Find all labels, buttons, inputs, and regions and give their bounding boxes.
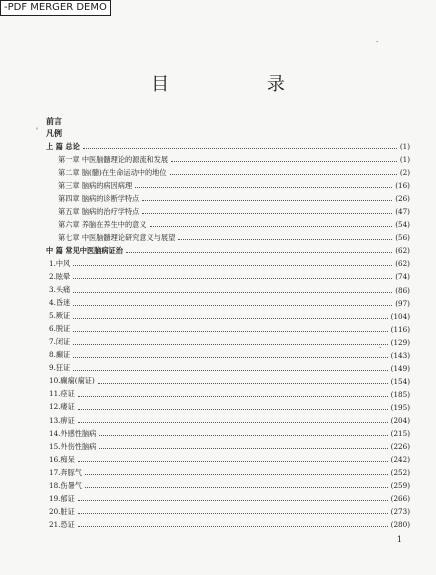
toc-entry-label: 14.外感性脑病 xyxy=(49,428,97,438)
toc-entry-label: 10.癫痫(痫证) xyxy=(49,376,95,386)
toc-entry xyxy=(46,388,410,401)
toc-entry-label: 第一章 中医脑髓理论的源流和发展 xyxy=(58,154,169,164)
toc-entry-page: (215) xyxy=(390,429,410,439)
toc-entry xyxy=(46,505,410,518)
toc-leader-dots xyxy=(78,422,388,423)
toc-entry-label: 11.痉证 xyxy=(49,389,75,399)
toc-entry xyxy=(46,166,410,179)
toc-leader-dots xyxy=(78,409,388,410)
toc-entry xyxy=(46,414,410,427)
toc-entry-page: (26) xyxy=(395,194,410,204)
toc-entry-page: (74) xyxy=(395,272,410,282)
toc-entry-page: (266) xyxy=(390,494,410,504)
toc-leader-dots xyxy=(178,239,392,240)
toc-entry-label: 17.奔豚气 xyxy=(49,467,82,477)
toc-entry xyxy=(46,244,410,257)
toc-entry-page: (62) xyxy=(395,246,410,256)
toc-leader-dots xyxy=(99,448,387,449)
toc-entry xyxy=(46,466,410,479)
toc-entry xyxy=(46,153,410,166)
toc-entry-page: (116) xyxy=(390,324,410,334)
toc-entry xyxy=(46,270,410,283)
toc-entry-label: 4.昏迷 xyxy=(49,298,71,308)
toc-entry-page: (259) xyxy=(390,481,410,491)
toc-entry-page: (104) xyxy=(390,311,410,321)
toc-entry-label: 18.伤暑气 xyxy=(49,480,82,490)
scan-speck: . xyxy=(376,36,379,44)
watermark-label: -PDF MERGER DEMO xyxy=(0,0,111,16)
toc-leader-dots xyxy=(170,174,397,175)
toc-entry-label: 7.闭证 xyxy=(49,337,71,347)
toc-entry xyxy=(46,362,410,375)
toc-leader-dots xyxy=(171,161,397,162)
toc-entry xyxy=(46,427,410,440)
toc-entry xyxy=(46,492,410,505)
scan-speck: ' xyxy=(36,127,38,135)
toc-entry-label: 第六章 养脑在养生中的意义 xyxy=(58,219,147,229)
toc-entry xyxy=(46,310,410,323)
toc-entry xyxy=(46,518,410,531)
toc-entry xyxy=(46,179,410,192)
front-preface: 前言 xyxy=(46,116,62,126)
toc-leader-dots xyxy=(98,383,388,384)
toc-leader-dots xyxy=(142,200,392,201)
toc-entry-page: (252) xyxy=(390,468,410,478)
toc-list xyxy=(46,140,410,531)
toc-entry-page: (185) xyxy=(390,389,410,399)
toc-leader-dots xyxy=(135,187,392,188)
toc-entry xyxy=(46,205,410,218)
toc-entry-label: 16.痴呆 xyxy=(49,454,75,464)
toc-leader-dots xyxy=(73,305,392,306)
toc-entry-label: 第二章 脑(髓)在生命运动中的地位 xyxy=(58,167,167,177)
toc-entry xyxy=(46,192,410,205)
toc-leader-dots xyxy=(150,226,393,227)
toc-leader-dots xyxy=(73,265,392,266)
toc-entry-label: 19.郁证 xyxy=(49,493,75,503)
toc-entry xyxy=(46,336,410,349)
toc-leader-dots xyxy=(78,500,388,501)
toc-leader-dots xyxy=(142,213,392,214)
toc-leader-dots xyxy=(85,474,388,475)
toc-entry-label: 13.痹证 xyxy=(49,415,75,425)
toc-leader-dots xyxy=(78,526,388,527)
toc-leader-dots xyxy=(73,331,387,332)
toc-leader-dots xyxy=(99,435,387,436)
toc-entry-label: 第五章 脑病的治疗学特点 xyxy=(58,206,140,216)
toc-entry-page: (86) xyxy=(395,285,410,295)
toc-leader-dots xyxy=(85,487,388,488)
toc-entry-page: (97) xyxy=(395,298,410,308)
front-notes: 凡例 xyxy=(46,128,62,138)
toc-entry-page: (280) xyxy=(390,520,410,530)
toc-entry-label: 中 篇 常见中医脑病证治 xyxy=(46,245,123,255)
toc-entry-label: 第七章 中医脑髓理论研究意义与展望 xyxy=(58,232,176,242)
toc-entry-label: 20.脏证 xyxy=(49,506,75,516)
toc-entry-page: (16) xyxy=(395,181,410,191)
toc-entry xyxy=(46,349,410,362)
toc-leader-dots xyxy=(73,370,387,371)
toc-entry-page: (143) xyxy=(390,350,410,360)
toc-leader-dots xyxy=(83,148,397,149)
toc-entry-page: (242) xyxy=(390,455,410,465)
toc-leader-dots xyxy=(126,252,392,253)
toc-leader-dots xyxy=(73,318,387,319)
toc-leader-dots xyxy=(73,357,387,358)
toc-entry xyxy=(46,401,410,414)
toc-leader-dots xyxy=(73,344,387,345)
toc-entry-label: 9.狂证 xyxy=(49,363,71,373)
toc-leader-dots xyxy=(73,292,392,293)
toc-entry xyxy=(46,218,410,231)
toc-entry-page: (154) xyxy=(390,376,410,386)
toc-entry-page: (47) xyxy=(395,207,410,217)
toc-entry-label: 1.中风 xyxy=(49,258,71,268)
toc-leader-dots xyxy=(78,513,388,514)
toc-entry xyxy=(46,257,410,270)
toc-entry-label: 第四章 脑病的诊断学特点 xyxy=(58,193,140,203)
toc-entry-label: 第三章 脑病的病因病理 xyxy=(58,180,133,190)
scan-speck: . xyxy=(379,342,382,350)
toc-entry xyxy=(46,479,410,492)
toc-entry xyxy=(46,284,410,297)
page-number: 1 xyxy=(396,535,402,544)
toc-entry-page: (54) xyxy=(395,220,410,230)
toc-leader-dots xyxy=(78,461,388,462)
toc-entry xyxy=(46,440,410,453)
toc-entry xyxy=(46,323,410,336)
toc-entry-page: (195) xyxy=(390,402,410,412)
toc-entry-page: (62) xyxy=(395,259,410,269)
toc-leader-dots xyxy=(73,278,392,279)
toc-entry-page: (226) xyxy=(390,442,410,452)
toc-entry-page: (1) xyxy=(399,155,410,165)
toc-entry-label: 8.癫证 xyxy=(49,350,71,360)
toc-entry-label: 15.外伤性脑病 xyxy=(49,441,97,451)
toc-entry xyxy=(46,453,410,466)
toc-entry xyxy=(46,140,410,153)
toc-entry xyxy=(46,375,410,388)
page-title: 目 录 xyxy=(151,74,331,95)
toc-entry-label: 6.脱证 xyxy=(49,324,71,334)
toc-entry-page: (2) xyxy=(399,168,410,178)
toc-entry-label: 3.头痛 xyxy=(49,285,71,295)
toc-entry-label: 上 篇 总论 xyxy=(46,141,80,151)
toc-entry-page: (129) xyxy=(390,337,410,347)
toc-entry-page: (149) xyxy=(390,363,410,373)
toc-entry-label: 21.恐证 xyxy=(49,519,75,529)
toc-entry-page: (56) xyxy=(395,233,410,243)
toc-entry-page: (204) xyxy=(390,416,410,425)
toc-entry-label: 5.厥证 xyxy=(49,311,71,321)
toc-entry-page: (273) xyxy=(390,507,410,517)
toc-entry-label: 2.眩晕 xyxy=(49,271,71,281)
toc-entry xyxy=(46,297,410,310)
toc-entry-page: (1) xyxy=(399,142,410,152)
toc-entry-label: 12.痿证 xyxy=(49,402,75,412)
toc-leader-dots xyxy=(78,396,388,397)
toc-entry xyxy=(46,231,410,244)
